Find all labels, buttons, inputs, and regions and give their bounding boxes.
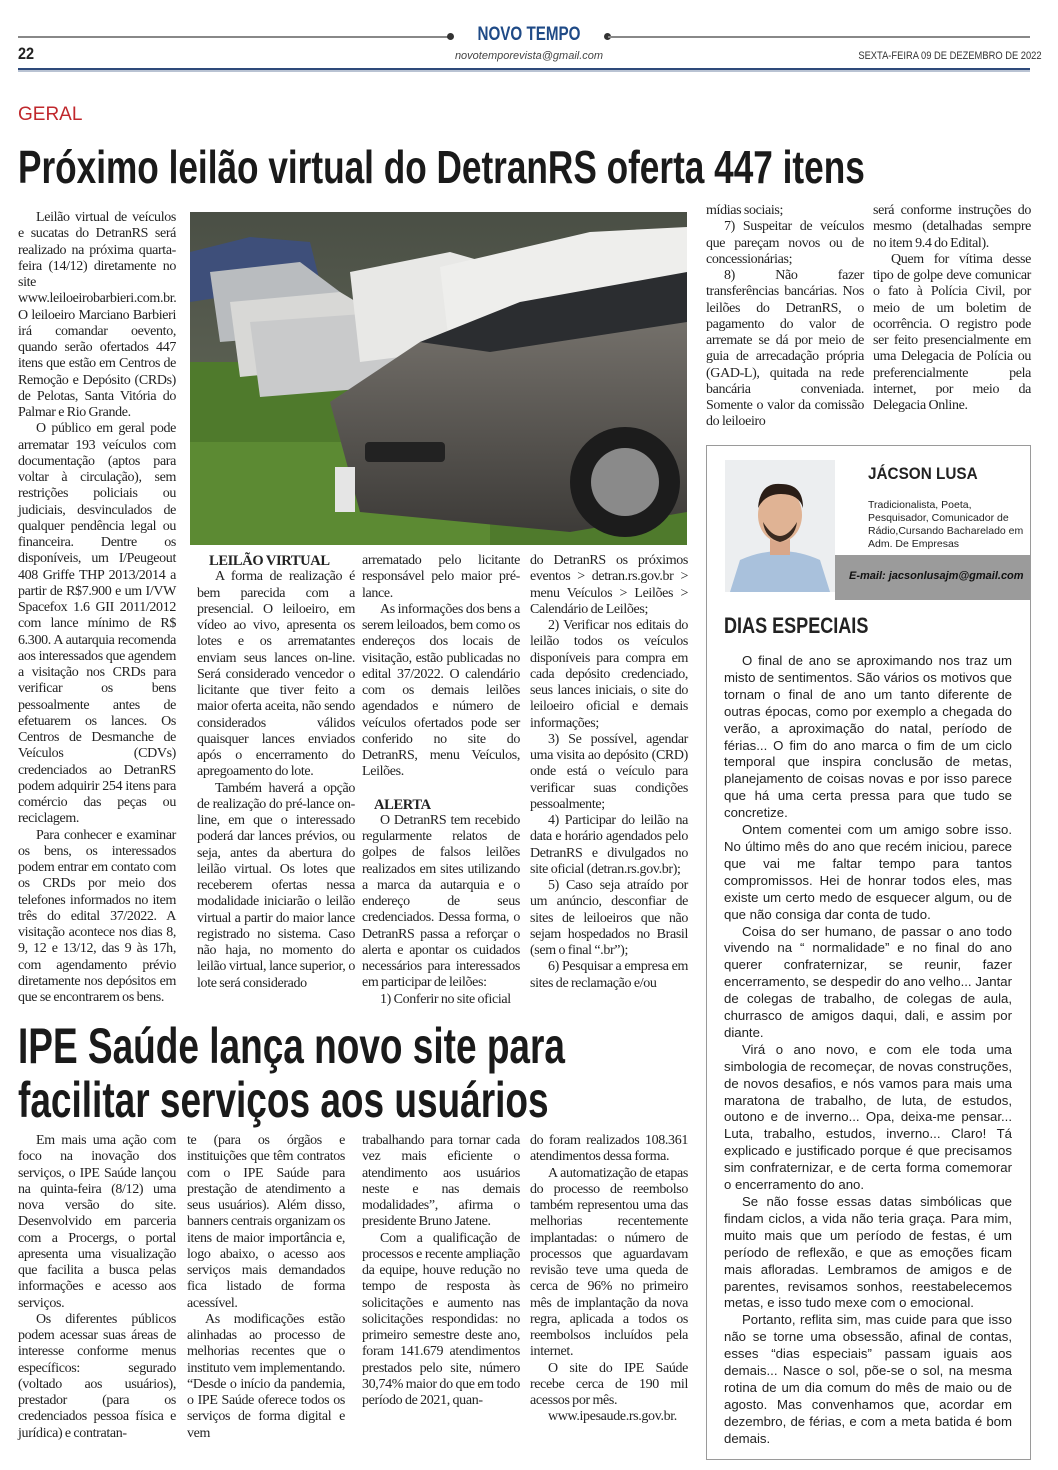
paragraph: Com a qualificação de processos e recente ampliação da equipe, houve redução no tempo de resposta às solicitações e aumento nas solicitações respondidas: no primeiro semestre deste ano, foram 141.679 atendimentos prestados pelo site, número 30,74% maior do que em todo período de 2021, quan- — [362, 1230, 520, 1408]
paragraph: Coisa do ser humano, de passar o ano todo vivendo na “ normalidade” e no final do ano querer confraternizar, se reunir, fazer encerramento, se despedir do ano velho... Jantar de colegas de trabalho, de colegas de aula, churrasco de amigos daqui, dali, e assim por diante. — [724, 923, 1012, 1040]
paragraph: O DetranRS tem recebido regularmente relatos de golpes de falsos leilões realizados em sites utilizando a marca da autarquia e o endereço de seus credenciados. Dessa forma, o DetranRS passa a reforçar o alerta e apontar os cuidados necessários para interessados em participar de leilões: — [362, 812, 520, 991]
author-email[interactable]: E-mail: jacsonlusajm@gmail.com — [835, 555, 1030, 600]
paragraph: 4) Participar do leilão na data e horário agendados pelo DetranRS e divulgados no site oficial (detran.rs.gov.br); — [530, 813, 688, 877]
author-avatar — [725, 460, 835, 592]
paragraph: O site do IPE Saúde recebe cerca de 190 mil acessos por mês. — [530, 1360, 688, 1408]
masthead-email: novotemporevista@gmail.com — [454, 50, 604, 62]
column-title: DIAS ESPECIAIS — [724, 613, 869, 638]
article-column-2 — [197, 553, 355, 992]
paragraph: Leilão virtual de veículos e sucatas do DetranRS será realizado na próxima quarta-feira (14/12) diretamente no site www.leiloeirobarbieri.com.br. O leiloeiro Marciano Barbieri irá comandar oevento, quando serão ofertados 447 itens que estão em Centros de Remoção e Depósito (CRDs) de Pelotas, Santa Vitória do Palmar e Rio Grande. — [18, 210, 177, 420]
paragraph: 7) Suspeitar de veículos que pareçam novos ou de concessionárias; — [706, 219, 864, 267]
paragraph: Virá o ano novo, e com ele toda uma simbologia de recomeçar, de novas construções, de novos desafios, e nós vamos para mais uma maratona de trabalho, de luta, de estudos, outono e de inverno... Opa, deixa-me pensar... Luta, trabalho, estudos, inverno... Claro! Tá explicado e justificado porque é que precisamos sim confraternizar, e de certa forma comemorar o encerramento do ano. — [724, 1041, 1012, 1193]
article2-headline-line2: facilitar serviços aos usuários — [18, 1072, 549, 1128]
article-column-4 — [530, 553, 688, 992]
column-body — [724, 653, 1012, 1448]
paragraph: 1) Conferir no site oficial — [380, 991, 511, 1007]
paragraph: do DetranRS os próximos eventos > detran.rs.gov.br > menu Veículos > Leilões > Calendário de Leilões; — [530, 553, 688, 617]
paragraph: A forma de realização é bem parecida com a presencial. O leiloeiro, em vídeo ao vivo, apresenta os lotes e os arrematantes enviam seus lances on-line. Será considerado vencedor o licitante que tiver feito a maior oferta aceita, não sendo considerados válidos quaisquer lances enviados após o encerramento do apregoamento do lote. — [197, 569, 355, 780]
article2-column-3 — [362, 1133, 520, 1409]
article-headline: Próximo leilão virtual do DetranRS oferta 447 itens — [18, 141, 865, 193]
paragraph: 6) Pesquisar a empresa em sites de reclamação e/ou — [530, 959, 688, 991]
paragraph: te (para os órgãos e instituições que têm contratos com o IPE Saúde para prestação de atendimento a seus usuários). Além disso, banners centrais organizam os itens de maior importância e, logo abaixo, o acesso aos serviços mais demandados fica listado de forma acessível. — [187, 1133, 345, 1311]
paragraph: Se não fosse essas datas simbólicas que findam ciclos, a vida não teria graça. Para mim, muito mais que um período de festas, é um período de reflexão, e que as emoções ficam mais afloradas. Lembramos de amigos e de parentes, revisamos sonhos, reestabelecemos metas, e isso tudo mexe com o emocional. — [724, 1194, 1012, 1311]
issue-date: SEXTA-FEIRA 09 DE DEZEMBRO DE 2022 — [858, 50, 1042, 62]
article2-headline-line1: IPE Saúde lança novo site para — [18, 1018, 565, 1074]
subheading-leilao-virtual: LEILÃO VIRTUAL — [209, 553, 330, 569]
paragraph: Portanto, reflita sim, mas cuide para que isso não se torne uma obsessão, afinal de contas, esses “dias especiais” passam iguais aos demais... Nasce o sol, põe-se o sol, na mesma rotina de um dia comum do mês de maio ou de agosto. Mas convenhamos que, acordar em dezembro, de férias, e com a meta batida é bom demais. — [724, 1312, 1012, 1446]
paragraph: As modificações estão alinhadas ao processo de melhorias recentes que o instituto vem implementando. “Desde o início da pandemia, o IPE Saúde oferece todos os serviços de forma digital e vem — [187, 1311, 345, 1441]
header-band — [18, 68, 1030, 72]
paragraph: mídias sociais; — [706, 203, 784, 218]
header-rule-right — [608, 36, 1030, 38]
paragraph: O final de ano se aproximando nos traz um misto de sentimentos. São vários os motivos que tornam o final de ano um tanto diferente de outras épocas, como por exemplo a chegada do verão, a aproximação do natal, período de férias... O fim do ano marca o fim de um ciclo temporal que inspira conclusão de metas, planejamento de coisas novas e por isso parece que há uma certa pressa para que tudo se concretize. — [724, 653, 1012, 821]
article-column-5 — [706, 203, 864, 431]
paragraph: Os diferentes públicos podem acessar suas áreas de interesse conforme menus específicos: segurado (voltado aos usuários), prestador (para os credenciados pessoa física e jurídica) e contratan- — [18, 1311, 176, 1441]
paragraph: A automatização de etapas do processo de reembolso também representou uma das melhorias recentemente implantadas: o número de processos que aguardavam revisão teve uma queda de cerca de 96% no primeiro mês de implantação da nova regra, aplicada a todos os reembolsos incluídos pela internet. — [530, 1165, 688, 1360]
paragraph: arrematado pelo licitante responsável pelo maior pré-lance. — [362, 553, 520, 601]
paragraph: As informações dos bens a serem leiloados, bem como os endereços dos locais de visitação, estão publicadas no edital 37/2022. O calendário com os demais leilões agendados e número de veículos ofertados pode ser conferido no site do DetranRS, menu Veículos, Leilões. — [362, 601, 520, 780]
article-column-6 — [873, 203, 1031, 414]
paragraph: será conforme instruções do mesmo (detalhadas sempre no item 9.4 do Edital). — [873, 203, 1031, 251]
article2-column-4 — [530, 1133, 688, 1426]
masthead-brand: NOVO TEMPO — [477, 24, 581, 45]
parked-cars-photo — [190, 212, 687, 545]
paragraph: Também haverá a opção de realização do pré-lance on-line, em que o interessado poderá dar lances prévios, ou seja, antes da abertura do leilão virtual. Os lotes que receberem ofertas nessa modalidade iniciarão o leilão virtual a partir do maior lance registrado no sistema. Caso não haja, no momento do leilão virtual, lance superior, o lote será considerado — [197, 780, 355, 991]
link-ipesaude[interactable]: www.ipesaude.rs.gov.br. — [548, 1409, 677, 1425]
article-column-3 — [362, 553, 520, 1008]
paragraph: 3) Se possível, agendar uma visita ao depósito (CRD) onde está o veículo para verificar suas condições pessoalmente; — [530, 731, 688, 812]
paragraph: Para conhecer e examinar os bens, os interessados podem entrar em contato com os CRDs por meio dos telefones informados no item três do edital 37/2022. A visitação acontece nos dias 8, 9, 12 e 13/12, das 9 às 17h, com agendamento prévio diretamente nos depósitos em que se encontrarem os bens. — [18, 827, 176, 1005]
paragraph: 2) Verificar nos editais do leilão todos os veículos disponíveis para compra em cada depósito credenciado, seus lances iniciais, o site do leiloeiro oficial e demais informações; — [530, 618, 688, 731]
subheading-alerta: ALERTA — [374, 796, 431, 813]
article2-column-2 — [187, 1133, 345, 1442]
paragraph: Quem for vítima desse tipo de golpe deve comunicar o fato à Polícia Civil, por meio de um boletim de ocorrência. O registro pode ser feito presencialmente em uma Delegacia de Polícia ou preferencialmente pela internet, por meio da Delegacia Online. — [873, 251, 1031, 413]
paragraph: Ontem comentei com um amigo sobre isso. No último mês do ano que recém iniciou, parece que vai me faltar tempo para tantos compromissos. Hei de honrar todos eles, mas existe um certo medo de esquecer algum, ou de que não consiga dar conta de tudo. — [724, 822, 1012, 922]
paragraph: 5) Caso seja atraído por um anúncio, desconfiar de sites de leiloeiros que não sejam hospedados no Brasil (sem o final “.br”); — [530, 878, 688, 958]
author-name: JÁCSON LUSA — [868, 464, 978, 483]
section-label: GERAL — [18, 104, 83, 125]
article2-column-1 — [18, 1133, 176, 1442]
paragraph: trabalhando para tornar cada vez mais eficiente o atendimento aos usuários neste e nas demais modalidades”, afirma o presidente Bruno Jatene. — [362, 1133, 520, 1230]
article-column-1 — [18, 210, 176, 1006]
paragraph: O público em geral pode arrematar 193 veículos com documentação (aptos para voltar à circulação), sem restrições policiais ou judiciais, desvinculados de qualquer pendência legal ou financeira. Dentre os disponíveis, um I/Peugeout 408 Griffe THP 2013/2014 a partir de R$7.900 e um I/VW Spacefox 1.6 GII 2011/2012 com lance mínimo de R$ 6.300. A autarquia recomenda aos interessados que agendem a visitação nos CRDs para verificar os bens pessoalmente antes de efetuarem os lances. Os Centros de Desmanche de Veículos (CDVs) credenciados ao DetranRS podem adquirir 254 itens para comércio das peças ou reciclagem. — [18, 421, 176, 827]
author-bio: Tradicionalista, Poeta, Pesquisador, Comunicador de Rádio,Cursando Bacharelado em Adm. De Empresas — [868, 499, 1024, 550]
page-number: 22 — [18, 44, 35, 63]
paragraph: do foram realizados 108.361 atendimentos dessa forma. — [530, 1133, 688, 1165]
paragraph: Em mais uma ação com foco na inovação dos serviços, o IPE Saúde lançou na quinta-feira (8/12) uma nova versão do site. Desenvolvido em parceria com a Procergs, o portal apresenta uma visualização que facilita a busca pelas informações e acesso aos serviços. — [18, 1133, 176, 1311]
paragraph: 8) Não fazer transferências bancárias. Nos leilões do DetranRS, o pagamento do valor de arremate se dá por meio de guia de arrecadação própria (GAD-L), quitada na rede bancária conveniada. Somente o valor da comissão do leiloeiro — [706, 268, 864, 430]
